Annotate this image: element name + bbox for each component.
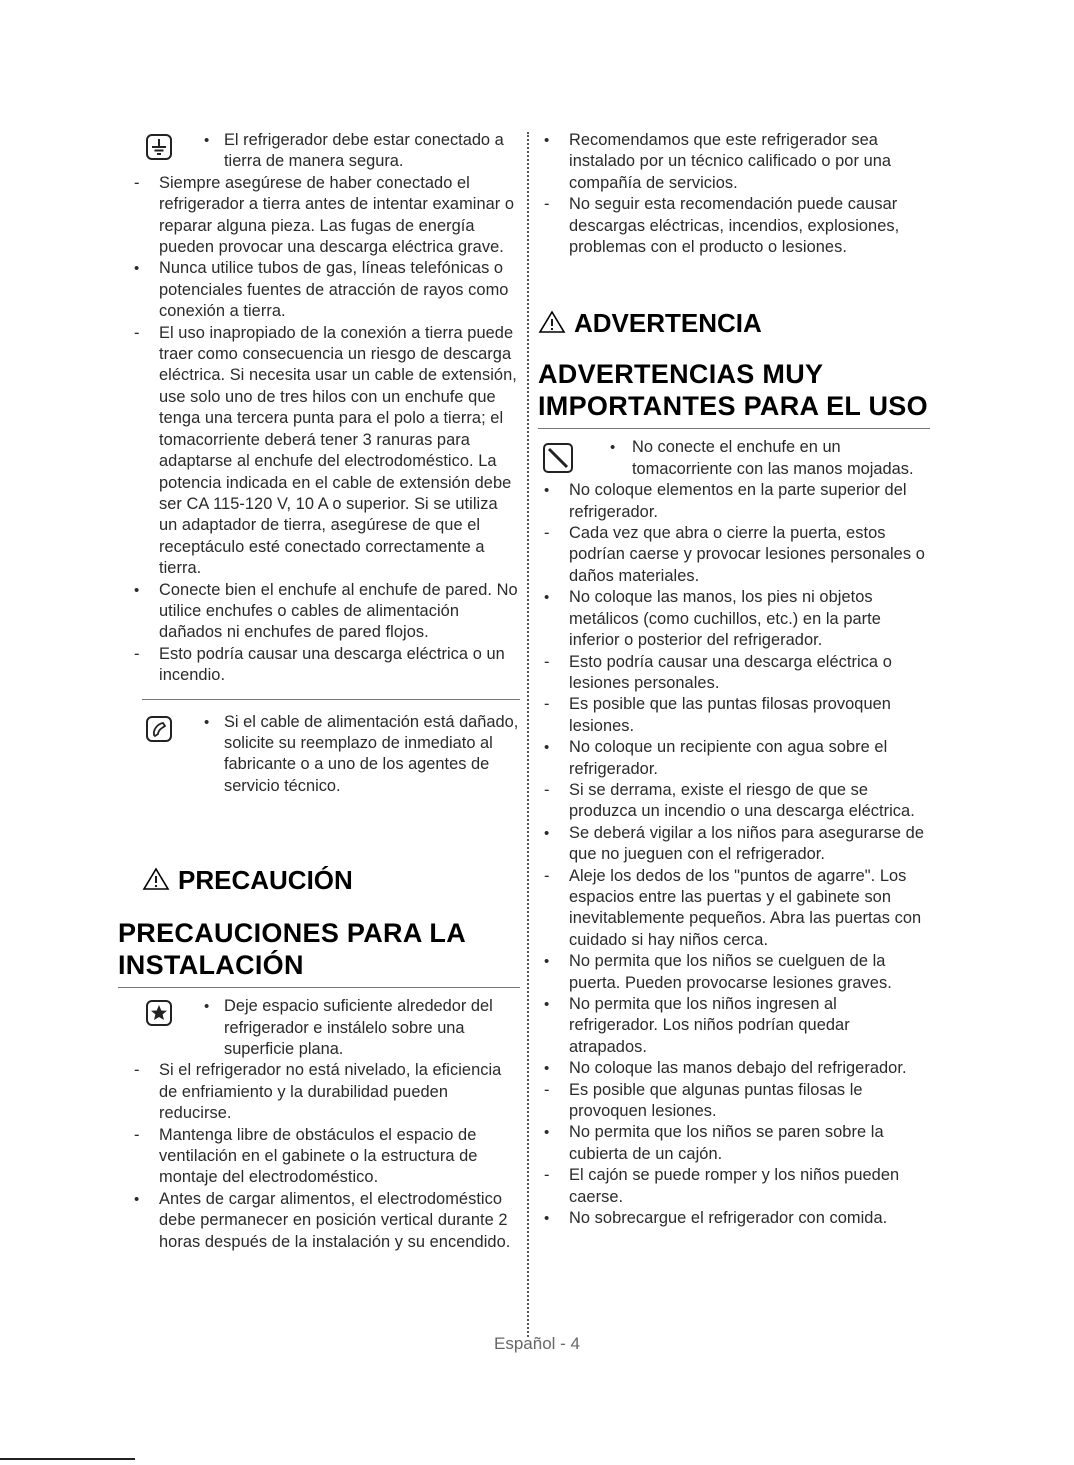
list-item-text: Siempre asegúrese de haber conectado el refrigerador a tierra antes de intentar examinar o reparar alguna pieza. Las fugas de energía pueden provocar una descarga eléctrica grave. bbox=[159, 173, 515, 257]
list-item bbox=[118, 580, 520, 644]
list-item-text: El cajón se puede romper y los niños pueden caerse. bbox=[569, 1166, 900, 1206]
list-item-text: No permita que los niños se paren sobre la cubierta de un cajón. bbox=[569, 1123, 884, 1163]
warning-triangle-icon bbox=[142, 867, 170, 891]
bullet-icon bbox=[544, 1208, 560, 1229]
list-item bbox=[538, 780, 930, 823]
list-item-text: No sobrecargue el refrigerador con comida. bbox=[569, 1209, 888, 1228]
prohibit-note bbox=[538, 437, 930, 480]
column-divider bbox=[527, 132, 529, 1337]
list-item-text: Recomendamos que este refrigerador sea instalado por un técnico calificado o por una compañía de servicios. bbox=[569, 131, 892, 192]
list-item bbox=[538, 1058, 930, 1079]
dash-marker bbox=[134, 1060, 150, 1081]
list-item-text: No coloque las manos, los pies ni objetos metálicos (como cuchillos, etc.) en la parte inferior o posterior del refrigerador. bbox=[569, 588, 881, 650]
list-item bbox=[118, 173, 520, 259]
list-item bbox=[118, 1189, 520, 1253]
list-item bbox=[118, 323, 520, 580]
list-item bbox=[538, 951, 930, 994]
prohibit-note-text: No conecte el enchufe en un tomacorriente con las manos mojadas. bbox=[632, 438, 914, 478]
list-item bbox=[118, 1060, 520, 1124]
ground-plug-icon bbox=[146, 134, 172, 160]
bottom-rule bbox=[0, 1458, 135, 1460]
list-item-text: Antes de cargar alimentos, el electrodoméstico debe permanecer en posición vertical durante 2 horas después de la instalación y su encendido. bbox=[159, 1189, 511, 1251]
left-column bbox=[118, 130, 520, 1253]
bullet-icon bbox=[134, 1189, 150, 1210]
bullet-icon bbox=[544, 130, 560, 151]
ground-note-text: El refrigerador debe estar conectado a tierra de manera segura. bbox=[224, 131, 504, 171]
warning-heading bbox=[538, 308, 930, 338]
bullet-icon bbox=[610, 437, 615, 458]
dash-marker bbox=[134, 323, 150, 344]
list-item bbox=[538, 1122, 930, 1165]
dash-marker bbox=[544, 1165, 560, 1186]
install-section-title: PRECAUCIONES PARA LA INSTALACIÓN bbox=[118, 918, 466, 981]
section-rule bbox=[538, 428, 930, 429]
list-item bbox=[538, 523, 930, 587]
use-warnings-list bbox=[538, 480, 930, 1229]
phone-service-icon bbox=[146, 716, 172, 742]
bullet-icon bbox=[544, 994, 560, 1015]
dash-marker bbox=[544, 652, 560, 673]
bullet-icon bbox=[134, 258, 150, 279]
list-item-text: Si se derrama, existe el riesgo de que se produzca un incendio o una descarga eléctrica. bbox=[569, 780, 915, 821]
list-item bbox=[538, 866, 930, 952]
dash-marker bbox=[134, 173, 150, 194]
bullet-icon bbox=[544, 823, 560, 844]
page-footer: Español - 4 bbox=[494, 1334, 580, 1353]
list-item-text: Es posible que algunas puntas filosas le provoquen lesiones. bbox=[569, 1080, 863, 1121]
list-item-text: Conecte bien el enchufe al enchufe de pared. No utilice enchufes o cables de alimentación dañados ni enchufes de pared flojos. bbox=[159, 580, 518, 642]
list-item-text: No coloque un recipiente con agua sobre el refrigerador. bbox=[569, 738, 888, 778]
bullet-icon bbox=[204, 130, 209, 151]
list-item bbox=[538, 480, 930, 523]
section-rule bbox=[142, 699, 520, 700]
dash-marker bbox=[544, 194, 560, 215]
dash-marker bbox=[134, 1125, 150, 1146]
bullet-icon bbox=[544, 951, 560, 972]
bullet-icon bbox=[544, 480, 560, 501]
list-item bbox=[118, 644, 520, 687]
dash-marker bbox=[544, 866, 560, 887]
right-column bbox=[538, 130, 930, 1229]
list-item-text: No permita que los niños se cuelguen de la puerta. Pueden provocarse lesiones graves. bbox=[569, 952, 892, 992]
install-note-text: Deje espacio suficiente alrededor del refrigerador e instálelo sobre una superficie plana. bbox=[224, 997, 493, 1058]
warning-triangle-icon bbox=[538, 310, 566, 334]
bullet-icon bbox=[544, 587, 560, 608]
list-item-text: No seguir esta recomendación puede causar descargas eléctricas, incendios, explosiones, problemas con el producto o lesiones. bbox=[569, 195, 900, 257]
dash-marker bbox=[544, 694, 560, 715]
dash-marker bbox=[134, 644, 150, 665]
list-item bbox=[538, 130, 930, 194]
list-item-text: No coloque elementos en la parte superior del refrigerador. bbox=[569, 481, 907, 521]
service-note bbox=[118, 712, 520, 798]
caution-heading bbox=[118, 865, 520, 895]
dash-marker bbox=[544, 1080, 560, 1101]
list-item-text: Esto podría causar una descarga eléctrica o un incendio. bbox=[159, 644, 505, 685]
list-item bbox=[538, 694, 930, 737]
dash-marker bbox=[544, 780, 560, 801]
bullet-icon bbox=[544, 1058, 560, 1079]
list-item bbox=[538, 1165, 930, 1208]
install-note bbox=[118, 996, 520, 1060]
list-item bbox=[538, 737, 930, 780]
list-item-text: Si el refrigerador no está nivelado, la eficiencia de enfriamiento y la durabilidad pueden reducirse. bbox=[159, 1061, 502, 1123]
caution-label: PRECAUCIÓN bbox=[178, 865, 353, 896]
list-item-text: Es posible que las puntas filosas provoquen lesiones. bbox=[569, 695, 891, 735]
list-item bbox=[538, 1080, 930, 1123]
bullet-icon bbox=[134, 580, 150, 601]
list-item-text: Esto podría causar una descarga eléctrica o lesiones personales. bbox=[569, 652, 892, 692]
list-item-text: No permita que los niños ingresen al refrigerador. Los niños podrían quedar atrapados. bbox=[569, 995, 850, 1056]
list-item bbox=[538, 994, 930, 1058]
dash-marker bbox=[544, 523, 560, 544]
star-important-icon bbox=[146, 1000, 172, 1026]
use-section-title: ADVERTENCIAS MUY IMPORTANTES PARA EL USO bbox=[538, 359, 928, 422]
list-item bbox=[538, 194, 930, 258]
warning-label: ADVERTENCIA bbox=[574, 308, 762, 339]
section-rule bbox=[118, 987, 520, 988]
list-item bbox=[538, 587, 930, 651]
list-item bbox=[118, 1125, 520, 1189]
prohibited-icon bbox=[543, 443, 573, 473]
bullet-icon bbox=[204, 996, 209, 1017]
bullet-icon bbox=[204, 712, 209, 733]
list-item-text: Nunca utilice tubos de gas, líneas telefónicas o potenciales fuentes de atracción de rayos como conexión a tierra. bbox=[159, 259, 509, 321]
bullet-icon bbox=[544, 737, 560, 758]
list-item-text: Aleje los dedos de los "puntos de agarre". Los espacios entre las puertas y el gabinete son inevitablemente pequeños. Abra las puertas con cuidado si hay niños cerca. bbox=[569, 866, 922, 949]
list-item bbox=[538, 652, 930, 695]
list-item-text: Se deberá vigilar a los niños para asegurarse de que no jueguen con el refrigerador. bbox=[569, 823, 925, 864]
list-item bbox=[538, 1208, 930, 1229]
list-item bbox=[538, 823, 930, 866]
list-item-text: No coloque las manos debajo del refrigerador. bbox=[569, 1059, 907, 1078]
list-item-text: Cada vez que abra o cierre la puerta, estos podrían caerse y provocar lesiones personales o daños materiales. bbox=[569, 524, 925, 585]
list-item-text: Mantenga libre de obstáculos el espacio de ventilación en el gabinete o la estructura de montaje del electrodoméstico. bbox=[159, 1125, 478, 1187]
bullet-icon bbox=[544, 1122, 560, 1143]
service-note-text: Si el cable de alimentación está dañado, solicite su reemplazo de inmediato al fabricante o a uno de los agentes de servicio técnico. bbox=[224, 712, 519, 795]
list-item-text: El uso inapropiado de la conexión a tierra puede traer como consecuencia un riesgo de descarga eléctrica. Si necesita usar un cable de extensión, use solo uno de tres hilos con un enchufe que tenga una tercera punta para el polo a tierra; el tomacorriente deberá tener 3 ranuras para adaptarse al enchufe del electrodoméstico. La potencia indicada en el cable de extensión debe ser CA 115-120 V, 10 A o superior. Si se utiliza un adaptador de tierra, asegúrese de que el receptáculo esté conectado correctamente a tierra. bbox=[159, 323, 517, 578]
list-item bbox=[118, 258, 520, 322]
ground-note bbox=[118, 130, 520, 173]
